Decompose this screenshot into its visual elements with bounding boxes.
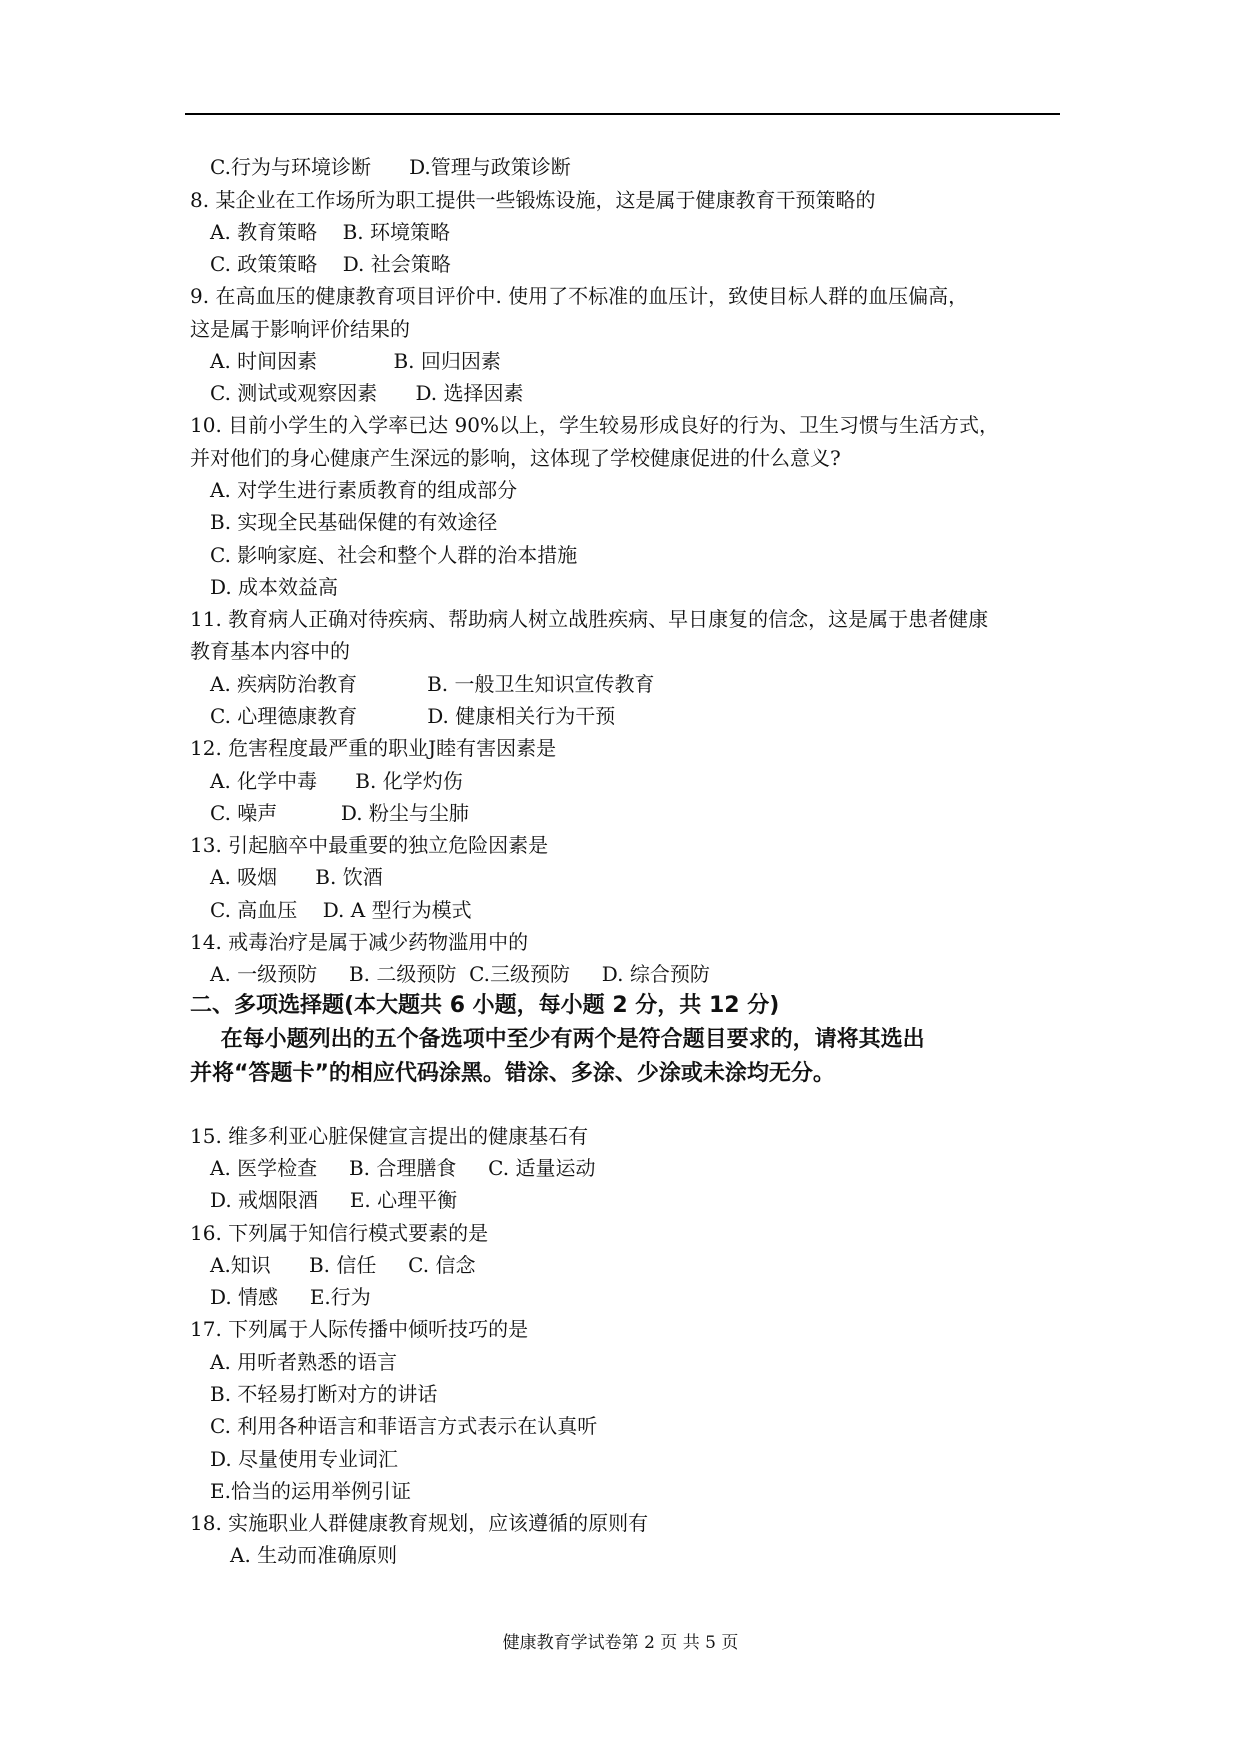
- option-line: A. 时间因素 B. 回归因素: [210, 349, 501, 373]
- option-line: B. 不轻易打断对方的讲话: [210, 1382, 438, 1406]
- option-line: A.知识 B. 信任 C. 信念: [210, 1253, 476, 1277]
- option-line: A. 医学检查 B. 合理膳食 C. 适量运动: [210, 1156, 596, 1180]
- question-18: 18. 实施职业人群健康教育规划，应该遵循的原则有: [190, 1511, 649, 1535]
- option-line: C. 噪声 D. 粉尘与尘肺: [210, 801, 469, 825]
- option-line: B. 实现全民基础保健的有效途径: [210, 510, 498, 534]
- option-line: A. 一级预防 B. 二级预防 C.三级预防 D. 综合预防: [210, 962, 710, 986]
- option-line: A. 吸烟 B. 饮酒: [210, 865, 383, 889]
- question-15: 15. 维多利亚心脏保健宣言提出的健康基石有: [190, 1124, 589, 1148]
- question-10-cont: 并对他们的身心健康产生深远的影响，这体现了学校健康促进的什么意义?: [190, 446, 841, 470]
- question-12: 12. 危害程度最严重的职业J睦有害因素是: [190, 736, 557, 760]
- option-line: C. 影响家庭、社会和整个人群的治本措施: [210, 543, 578, 567]
- question-10: 10. 目前小学生的入学率已达 90%以上，学生较易形成良好的行为、卫生习惯与生活方式，: [190, 413, 999, 437]
- option-line: D. 尽量使用专业词汇: [210, 1447, 399, 1471]
- option-line: A. 用听者熟悉的语言: [210, 1350, 398, 1374]
- question-16: 16. 下列属于知信行模式要素的是: [190, 1221, 489, 1245]
- option-line: D. 情感 E.行为: [210, 1285, 371, 1309]
- option-line: A. 教育策略 B. 环境策略: [210, 220, 450, 244]
- option-line: A. 对学生进行素质教育的组成部分: [210, 478, 518, 502]
- option-line: C.行为与环境诊断 D.管理与政策诊断: [210, 155, 571, 179]
- question-11: 11. 教育病人正确对待疾病、帮助病人树立战胜疾病、早日康复的信念，这是属于患者健康: [190, 607, 989, 631]
- section-heading: 二、多项选择题(本大题共 6 小题，每小题 2 分，共 12 分): [190, 993, 780, 1018]
- question-11-cont: 教育基本内容中的: [190, 639, 350, 663]
- option-line: C. 政策策略 D. 社会策略: [210, 252, 451, 276]
- page-footer: 健康教育学试卷第 2 页 共 5 页: [502, 1633, 739, 1653]
- question-8: 8. 某企业在工作场所为职工提供一些锻炼设施，这是属于健康教育干预策略的: [190, 188, 876, 212]
- question-9-cont: 这是属于影响评价结果的: [190, 317, 410, 341]
- section-instruction: 在每小题列出的五个备选项中至少有两个是符合题目要求的，请将其选出: [190, 1027, 925, 1052]
- option-line: D. 戒烟限酒 E. 心理平衡: [210, 1188, 458, 1212]
- option-line: A. 化学中毒 B. 化学灼伤: [210, 769, 463, 793]
- option-line: D. 成本效益高: [210, 575, 339, 599]
- option-line: C. 高血压 D. A 型行为模式: [210, 898, 472, 922]
- question-14: 14. 戒毒治疗是属于减少药物滥用中的: [190, 930, 529, 954]
- header-rule: [185, 113, 1060, 115]
- option-line: C. 利用各种语言和菲语言方式表示在认真听: [210, 1414, 598, 1438]
- option-line: E.恰当的运用举例引证: [210, 1479, 411, 1503]
- option-line: A. 疾病防治教育 B. 一般卫生知识宣传教育: [210, 672, 655, 696]
- question-17: 17. 下列属于人际传播中倾听技巧的是: [190, 1317, 529, 1341]
- option-line: C. 测试或观察因素 D. 选择因素: [210, 381, 524, 405]
- question-13: 13. 引起脑卒中最重要的独立危险因素是: [190, 833, 549, 857]
- option-line: C. 心理德康教育 D. 健康相关行为干预: [210, 704, 616, 728]
- option-line: A. 生动而准确原则: [230, 1543, 398, 1567]
- section-instruction-cont: 并将“答题卡”的相应代码涂黑。错涂、多涂、少涂或未涂均无分。: [190, 1061, 835, 1086]
- question-9: 9. 在高血压的健康教育项目评价中. 使用了不标准的血压计，致使目标人群的血压偏高，: [190, 284, 969, 308]
